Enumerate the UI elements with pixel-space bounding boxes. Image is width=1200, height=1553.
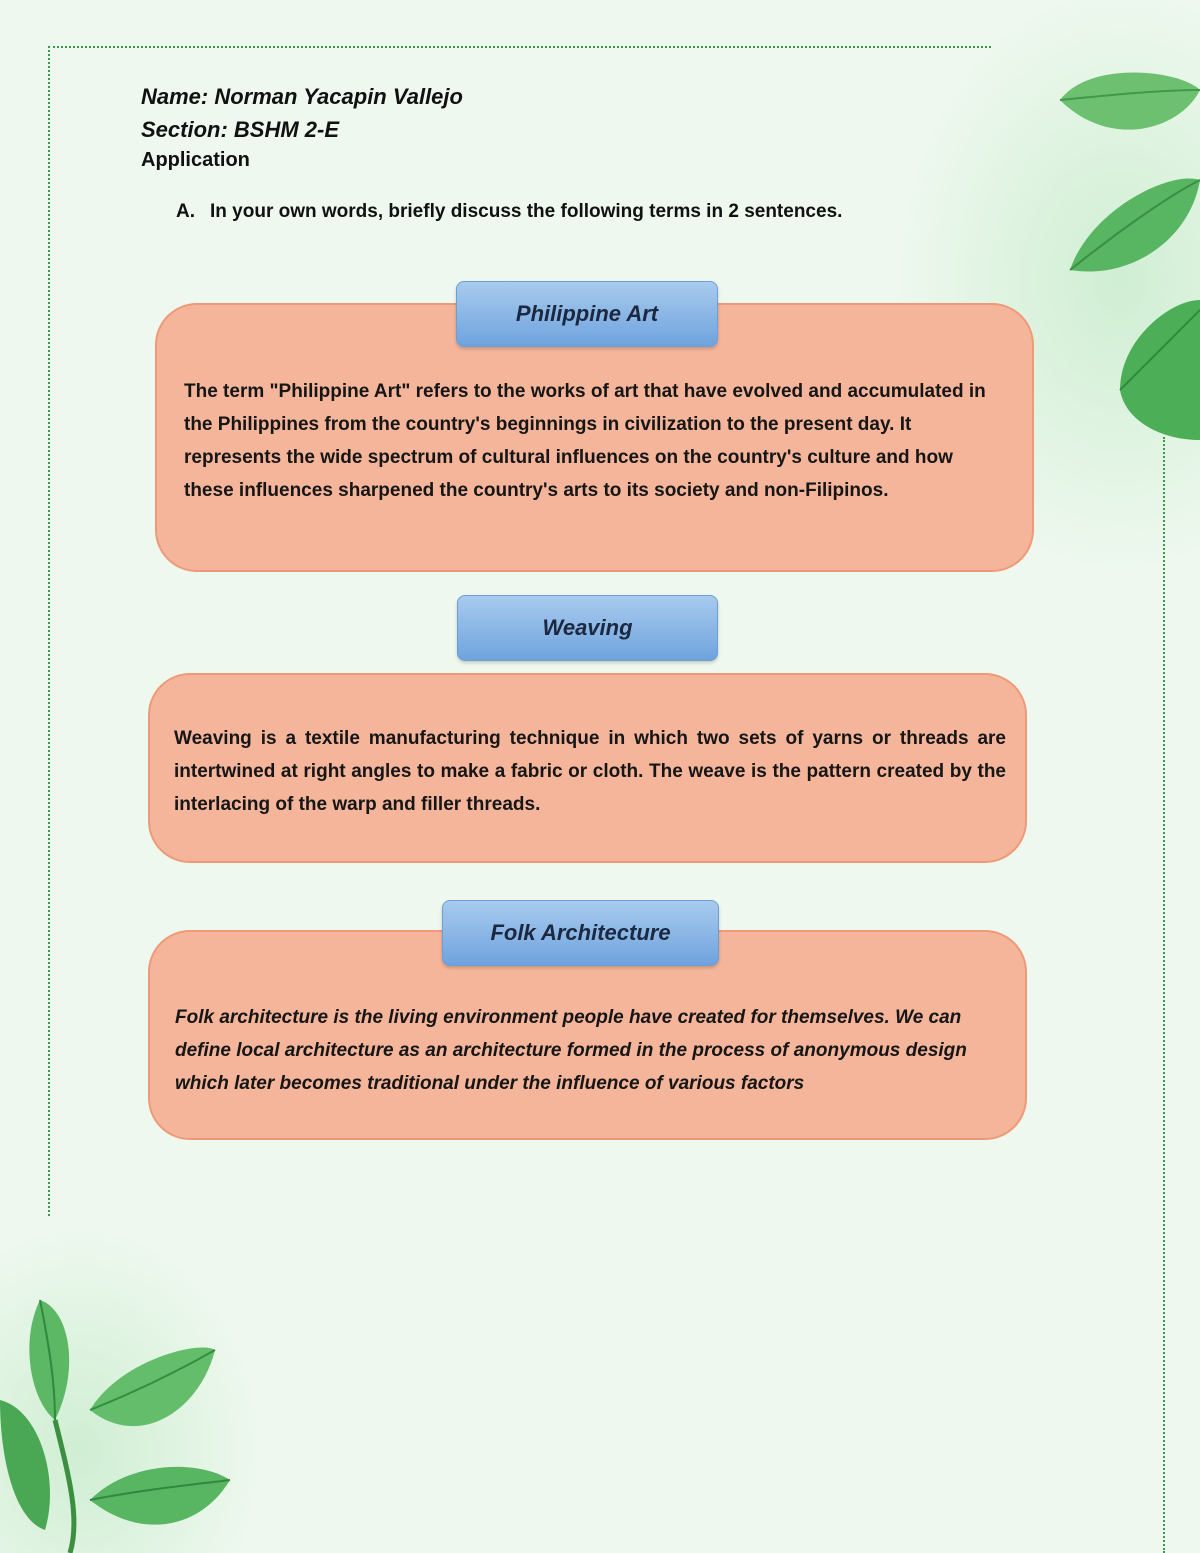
dotted-border-top: [48, 46, 991, 48]
student-section: Section: BSHM 2-E: [141, 117, 340, 142]
instruction-marker: A.: [176, 201, 195, 222]
student-name: Name: Norman Yacapin Vallejo: [141, 84, 463, 109]
leaves-bottom-left-icon: [0, 1290, 240, 1553]
leaves-top-right-icon: [1030, 60, 1200, 450]
dotted-border-right: [1163, 437, 1165, 1553]
instruction: [176, 201, 842, 223]
dotted-border-left: [48, 46, 50, 1216]
term-title-philippine-art: Philippine Art: [456, 281, 718, 347]
page-title: Application: [141, 149, 250, 171]
term-title-weaving: Weaving: [457, 595, 718, 661]
instruction-text: In your own words, briefly discuss the following terms in 2 sentences.: [210, 201, 843, 222]
term-definition: Weaving is a textile manufacturing technique in which two sets of yarns or threads are intertwined at right angles to make a fabric or cloth. The weave is the pattern created by the interlacing of the warp and filler threads.: [174, 728, 1006, 815]
term-title-folk-architecture: Folk Architecture: [442, 900, 719, 966]
term-definition: The term "Philippine Art" refers to the works of art that have evolved and accumulated in the Philippines from the country's beginnings in civilization to the present day. It represents the wide spectrum of cultural influences on the country's culture and how these influences sharpened the country's arts to its society and non-Filipinos.: [184, 381, 986, 501]
term-definition: Folk architecture is the living environment people have created for themselves. We can define local architecture as an architecture formed in the process of anonymous design which later becomes traditional under the influence of various factors: [175, 1007, 967, 1094]
term-card-weaving: [148, 673, 1027, 863]
